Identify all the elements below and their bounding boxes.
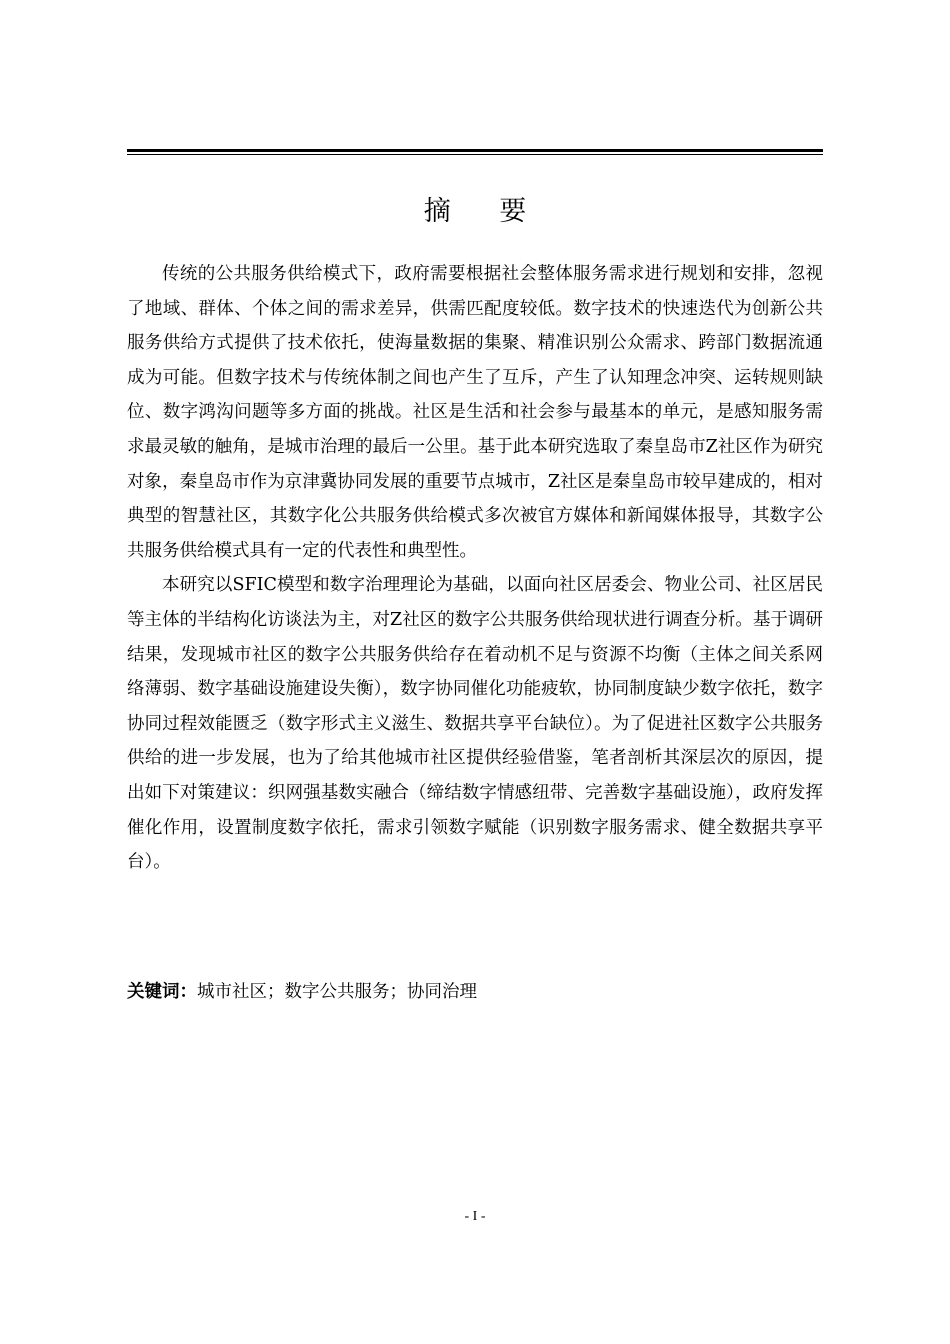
abstract-paragraph-1: 传统的公共服务供给模式下，政府需要根据社会整体服务需求进行规划和安排，忽视了地域、群体、个体之间的需求差异，供需匹配度较低。数字技术的快速迭代为创新公共服务供给方式提供了技术依托，使海量数据的集聚、精准识别公众需求、跨部门数据流通成为可能。但数字技术与传统体制之间也产生了互斥，产生了认知理念冲突、运转规则缺位、数字鸿沟问题等多方面的挑战。社区是生活和社会参与最基本的单元，是感知服务需求最灵敏的触角，是城市治理的最后一公里。基于此本研究选取了秦皇岛市Z社区作为研究对象，秦皇岛市作为京津冀协同发展的重要节点城市，Z社区是秦皇岛市较早建成的，相对典型的智慧社区，其数字化公共服务供给模式多次被官方媒体和新闻媒体报导，其数字公共服务供给模式具有一定的代表性和典型性。 [127, 264, 823, 561]
keywords-value: 城市社区；数字公共服务；协同治理 [197, 982, 477, 1002]
page-number: - I - [464, 1209, 486, 1224]
keywords-line [127, 978, 477, 1006]
abstract-body [127, 257, 823, 880]
abstract-paragraph-2: 本研究以SFIC模型和数字治理理论为基础，以面向社区居委会、物业公司、社区居民等主体的半结构化访谈法为主，对Z社区的数字公共服务供给现状进行调查分析。基于调研结果，发现城市社区的数字公共服务供给存在着动机不足与资源不均衡（主体之间关系网络薄弱、数字基础设施建设失衡），数字协同催化功能疲软，协同制度缺少数字依托，数字协同过程效能匮乏（数字形式主义滋生、数据共享平台缺位）。为了促进社区数字公共服务供给的进一步发展，也为了给其他城市社区提供经验借鉴，笔者剖析其深层次的原因，提出如下对策建议：织网强基数实融合（缔结数字情感纽带、完善数字基础设施），政府发挥催化作用，设置制度数字依托，需求引领数字赋能（识别数字服务需求、健全数据共享平台）。 [127, 575, 823, 873]
keywords-label: 关键词： [127, 982, 197, 1002]
header-rule-thick [127, 149, 823, 152]
header-rule-thin [127, 154, 823, 155]
abstract-title: 摘 要 [423, 196, 547, 227]
